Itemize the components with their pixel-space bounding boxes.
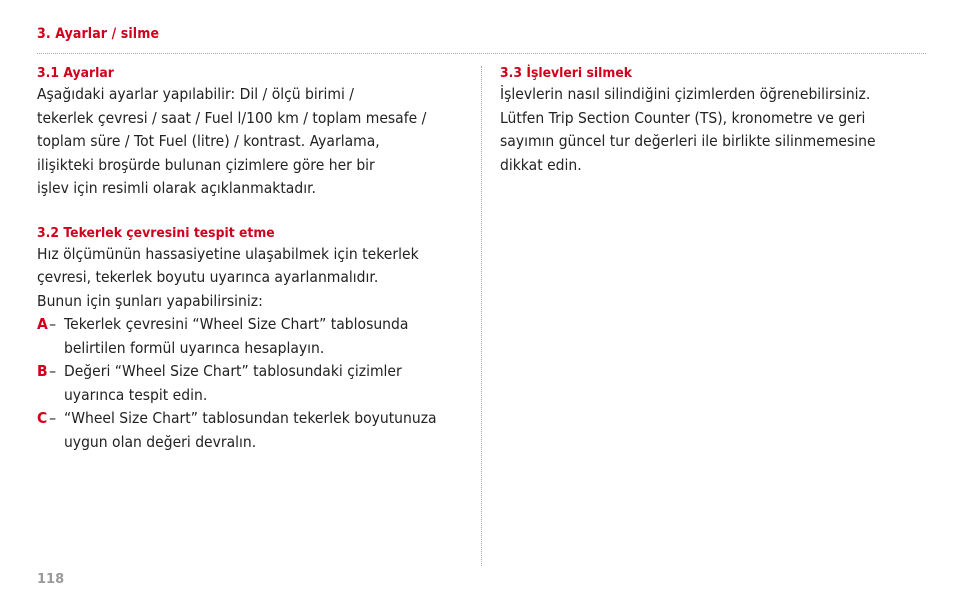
list-dash: –	[49, 315, 57, 333]
dotted-divider-horizontal	[37, 53, 926, 54]
list-letter: B	[37, 362, 48, 380]
list-dash: –	[49, 362, 57, 380]
list-line: uyarınca tespit edin.	[63, 385, 208, 404]
list-line: Tekerlek çevresini “Wheel Size Chart” tablosunda	[63, 315, 409, 333]
settings-line: ilişikteki broşürde bulunan çizimlere göre her bir	[37, 155, 375, 174]
list-line: belirtilen formül uyarınca hesaplayın.	[63, 338, 325, 357]
wheel-line: çevresi, tekerlek boyutu uyarınca ayarlanmalıdır.	[37, 268, 379, 286]
delete-line: İşlevlerin nasıl silindiğini çizimlerden öğrenebilirsiniz.	[500, 85, 871, 103]
wheel-line: Bunun için şunları yapabilirsiniz:	[37, 291, 263, 310]
list-item-b	[37, 360, 469, 407]
list-line: “Wheel Size Chart” tablosundan tekerlek boyutunuza	[63, 409, 437, 427]
settings-paragraph	[37, 83, 469, 201]
settings-heading: 3.1 Ayarlar	[37, 65, 114, 81]
delete-line: dikkat edin.	[500, 155, 582, 174]
list-letter: C	[37, 409, 48, 427]
section-title: 3. Ayarlar / silme	[37, 26, 160, 42]
delete-heading: 3.3 İşlevleri silmek	[500, 65, 633, 81]
page-number: 118	[37, 572, 65, 587]
list-dash: –	[49, 409, 57, 427]
settings-line: Aşağıdaki ayarlar yapılabilir: Dil / ölçü birimi /	[37, 85, 354, 103]
list-letter: A	[37, 315, 48, 333]
wheel-paragraph	[37, 243, 469, 455]
list-line: uygun olan değeri devralın.	[63, 432, 257, 451]
delete-line: Lütfen Trip Section Counter (TS), kronometre ve geri	[500, 108, 866, 127]
right-column	[500, 63, 920, 177]
list-line: Değeri “Wheel Size Chart” tablosundaki çizimler	[63, 362, 402, 380]
list-item-c	[37, 407, 469, 454]
delete-paragraph	[500, 83, 920, 177]
delete-line: sayımın güncel tur değerleri ile birlikte silinmemesine	[500, 132, 876, 150]
wheel-heading: 3.2 Tekerlek çevresini tespit etme	[37, 224, 275, 241]
wheel-line: Hız ölçümünün hassasiyetine ulaşabilmek için tekerlek	[37, 244, 419, 263]
settings-line: tekerlek çevresi / saat / Fuel l/100 km / toplam mesafe /	[37, 108, 427, 127]
settings-line: toplam süre / Tot Fuel (litre) / kontrast. Ayarlama,	[37, 132, 380, 150]
settings-line: işlev için resimli olarak açıklanmaktadır.	[37, 179, 316, 197]
left-column	[37, 63, 467, 454]
list-item-a	[37, 313, 469, 360]
dotted-divider-vertical	[481, 66, 482, 566]
